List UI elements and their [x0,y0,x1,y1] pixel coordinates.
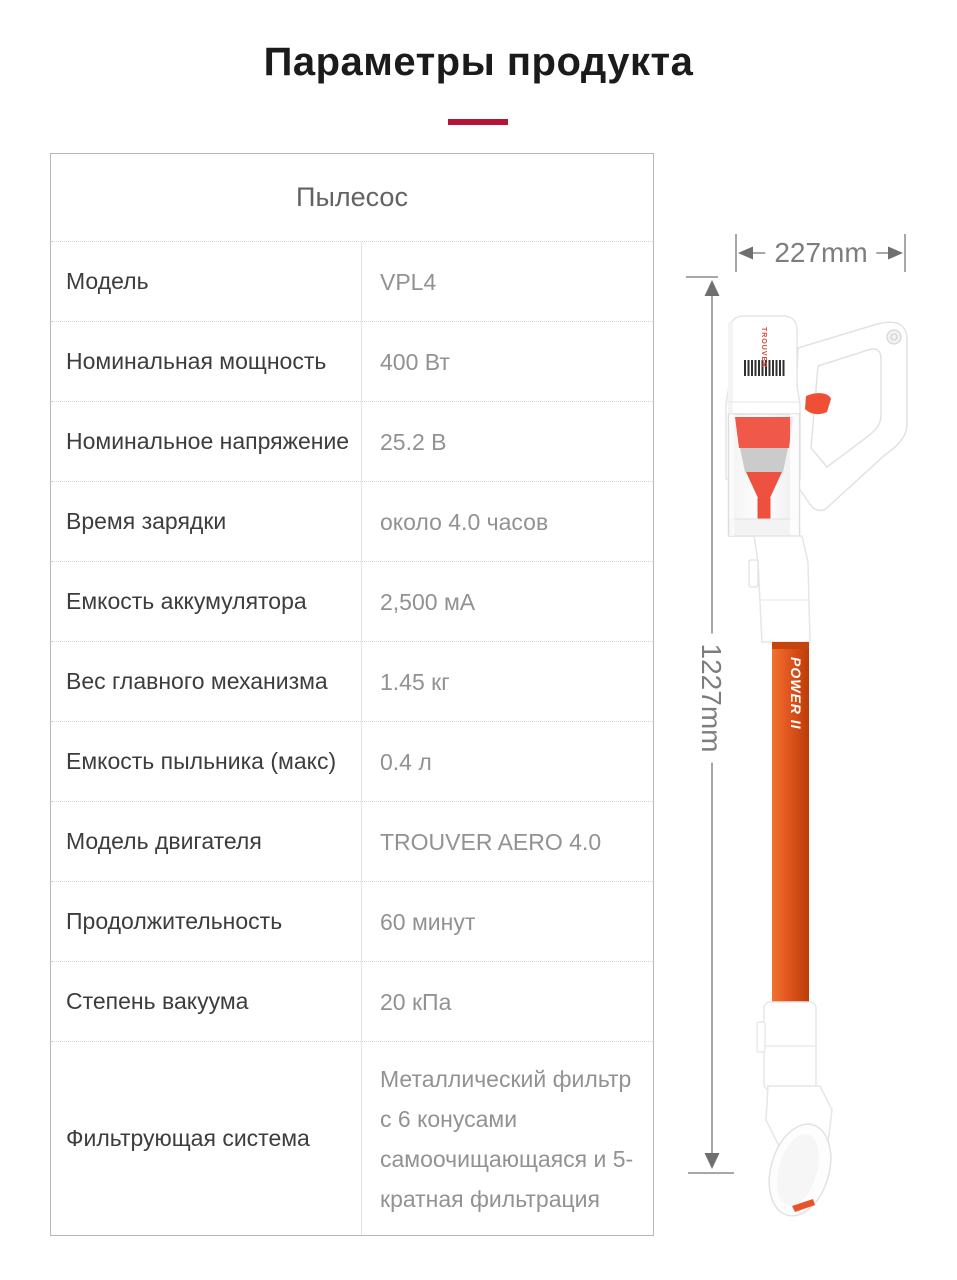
spec-label: Номинальная мощность [66,348,327,374]
spec-label: Вес главного механизма [66,668,328,694]
spec-value: 20 кПа [361,962,653,1041]
spec-label: Время зарядки [66,508,227,534]
spec-label: Модель двигателя [66,828,262,854]
spec-value: Металлический фильтр с 6 конусами самоочищающаяся и 5-кратная фильтрация [361,1042,653,1235]
spec-label: Емкость пыльника (макс) [66,748,337,774]
handle-screw-icon [887,330,901,344]
spec-value: 60 минут [361,882,653,961]
width-dimension-label: 227mm [765,237,876,269]
spec-label: Степень вакуума [66,988,249,1014]
vacuum-illustration [726,316,907,1223]
spec-value: 1.45 кг [361,642,653,721]
height-dimension-label: 1227mm [695,634,727,763]
brand-label: TROUVER [760,327,767,369]
spec-label: Фильтрующая система [66,1125,310,1151]
spec-label: Модель [66,268,149,294]
neck-connector [754,536,810,642]
table-header: Пылесос [296,182,408,212]
spec-label: Номинальное напряжение [66,428,350,454]
wand-model-label: POWER II [788,657,804,730]
dust-cup [729,414,800,536]
page-title: Параметры продукта [263,40,694,84]
spec-value: 400 Вт [361,322,653,401]
trigger-accent [805,393,831,414]
spec-label: Емкость аккумулятора [66,588,307,614]
spec-value: 25.2 В [361,402,653,481]
vacuum-handle [792,322,907,510]
spec-value: около 4.0 часов [361,482,653,561]
spec-value: TROUVER AERO 4.0 [361,802,653,881]
spec-value: 2,500 мА [361,562,653,641]
spec-value: VPL4 [361,242,653,321]
spec-value: 0.4 л [361,722,653,801]
spec-label: Продолжительность [66,908,283,934]
